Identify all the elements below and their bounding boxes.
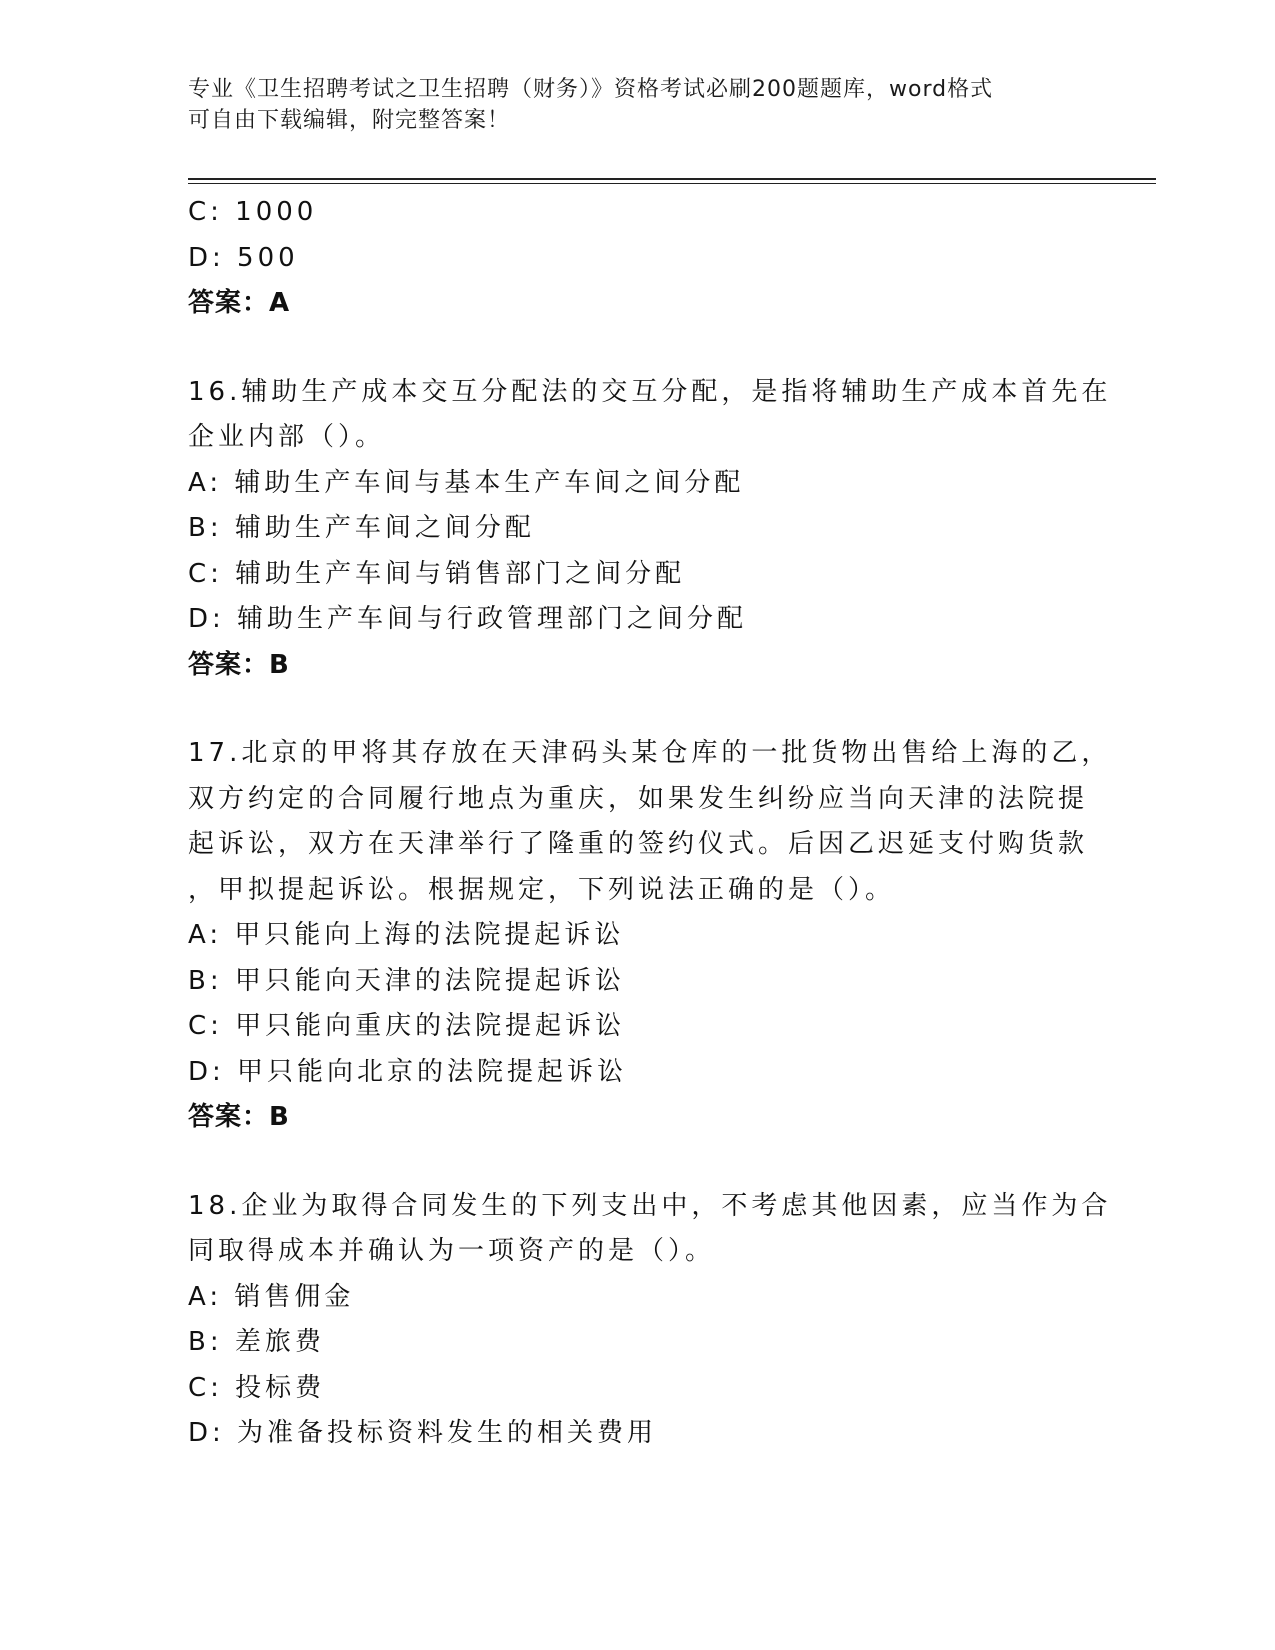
- option-b: B: 辅助生产车间之间分配: [188, 513, 535, 543]
- option-a: A: 销售佣金: [188, 1281, 355, 1312]
- option-d: D: 500: [188, 242, 299, 273]
- spacer: [188, 1141, 1088, 1184]
- question-text-line: ，甲拟提起诉讼。根据规定，下列说法正确的是（）。: [188, 874, 896, 905]
- question-16: [188, 370, 1112, 689]
- question-text-line: 17.北京的甲将其存放在天津码头某仓库的一批货物出售给上海的乙，: [188, 738, 1112, 768]
- option-c: C: 辅助生产车间与销售部门之间分配: [188, 558, 686, 589]
- option-b: B: 甲只能向天津的法院提起诉讼: [188, 965, 625, 996]
- option-c: C: 甲只能向重庆的法院提起诉讼: [188, 1011, 626, 1041]
- option-d: D: 为准备投标资料发生的相关费用: [188, 1418, 658, 1448]
- answer-label: 答案：B: [188, 1102, 290, 1132]
- header-divider-top: [188, 178, 1156, 180]
- answer-label: 答案：A: [188, 288, 291, 318]
- document-header: [188, 74, 1088, 136]
- question-15-continued: [188, 190, 1088, 327]
- question-text-line: 同取得成本并确认为一项资产的是（）。: [188, 1236, 716, 1266]
- question-text-line: 18.企业为取得合同发生的下列支出中，不考虑其他因素，应当作为合: [188, 1190, 1112, 1221]
- answer-label: 答案：B: [188, 649, 290, 680]
- header-divider-bottom: [188, 183, 1156, 184]
- header-title-line-1: 专业《卫生招聘考试之卫生招聘（财务）》资格考试必刷200题题库，word格式: [188, 77, 994, 102]
- option-d: D: 辅助生产车间与行政管理部门之间分配: [188, 604, 748, 634]
- spacer: [188, 327, 1088, 370]
- option-d: D: 甲只能向北京的法院提起诉讼: [188, 1056, 628, 1087]
- option-c: C: 投标费: [188, 1372, 326, 1403]
- header-title-line-2: 可自由下载编辑，附完整答案！: [188, 108, 511, 133]
- question-text-line: 16.辅助生产成本交互分配法的交互分配，是指将辅助生产成本首先在: [188, 376, 1112, 407]
- question-17: [188, 731, 1112, 1141]
- question-list: [188, 190, 1112, 1457]
- option-c: C: 1000: [188, 197, 318, 227]
- question-18: [188, 1184, 1112, 1457]
- option-a: A: 辅助生产车间与基本生产车间之间分配: [188, 467, 745, 498]
- spacer: [188, 688, 1088, 731]
- option-b: B: 差旅费: [188, 1327, 325, 1357]
- question-text-line: 双方约定的合同履行地点为重庆，如果发生纠纷应当向天津的法院提: [188, 783, 1089, 814]
- question-text-line: 起诉讼，双方在天津举行了隆重的签约仪式。后因乙迟延支付购货款: [188, 829, 1089, 859]
- option-a: A: 甲只能向上海的法院提起诉讼: [188, 920, 625, 950]
- question-text-line: 企业内部（）。: [188, 422, 386, 452]
